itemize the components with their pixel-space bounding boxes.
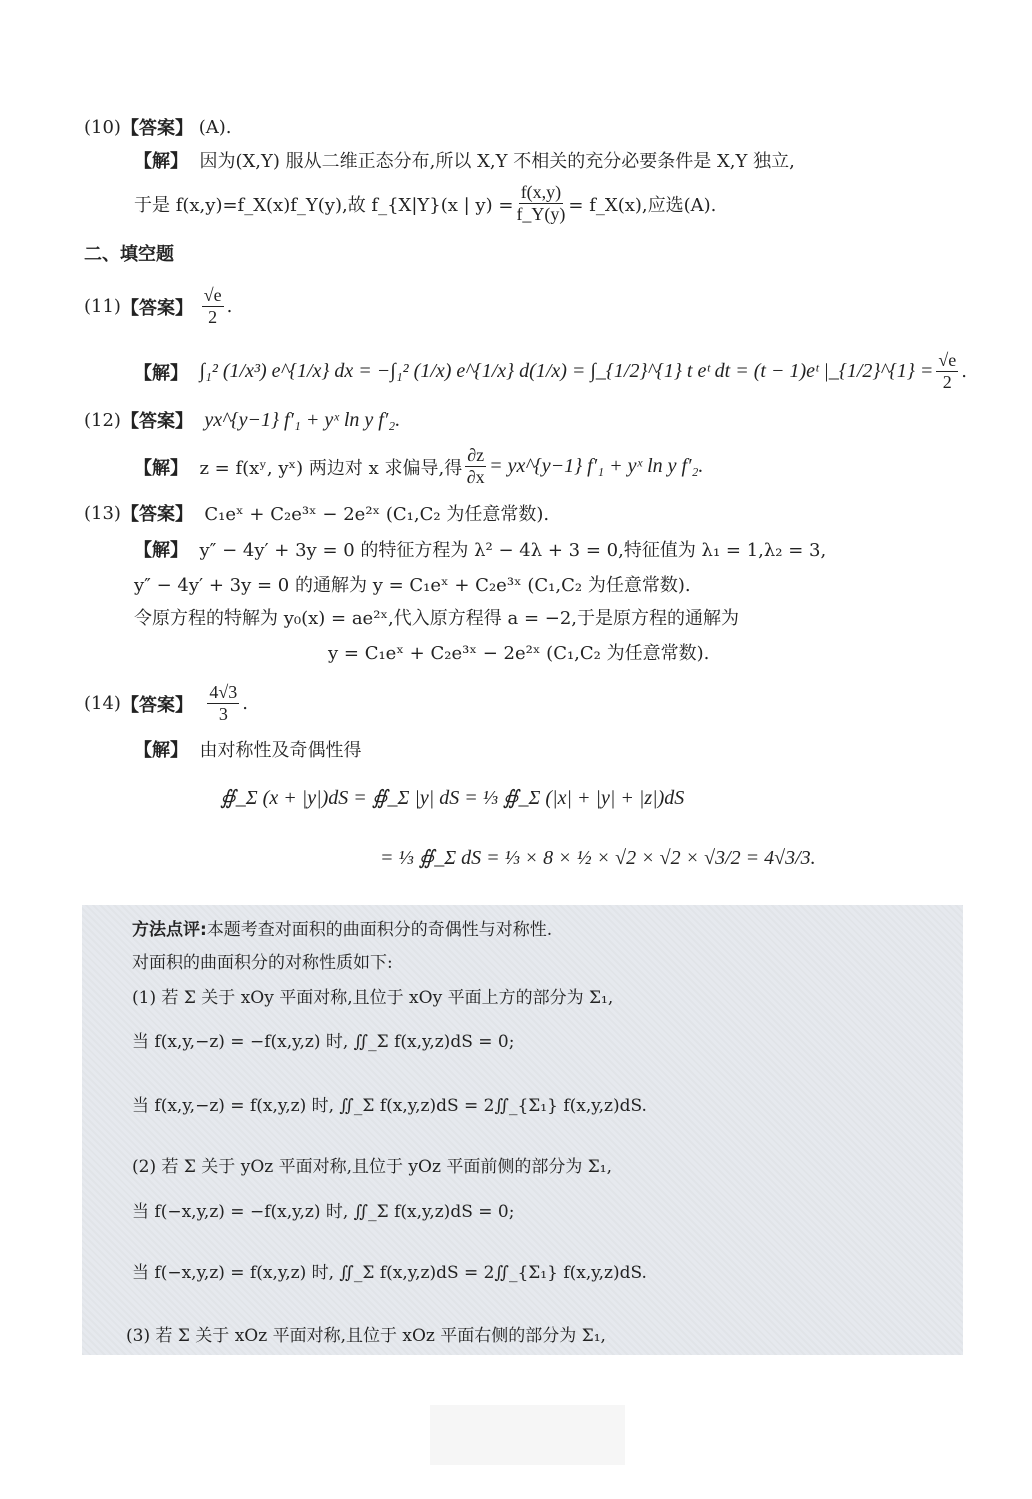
note-line: (3) 若 Σ 关于 xOz 平面对称,且位于 xOz 平面右侧的部分为 Σ₁,	[126, 1326, 606, 1346]
numerator: √e	[203, 285, 222, 305]
denominator: 3	[218, 704, 228, 724]
solution-tag: 【解】	[134, 151, 188, 172]
equation-line: ∯_Σ (x + |y|)dS = ∯_Σ |y| dS = ⅓ ∯_Σ (|x| + |y| + |z|)dS	[220, 787, 685, 809]
answer-tag: 【答案】	[120, 297, 193, 319]
question-number: (11)	[84, 296, 121, 317]
answer-tag: 【答案】	[120, 504, 193, 525]
question-number: (13)	[84, 502, 121, 524]
solution-tag: 【解】	[134, 457, 188, 479]
note-line: 当 f(−x,y,z) = f(x,y,z) 时, ∬_Σ f(x,y,z)dS = 2∬_{Σ₁} f(x,y,z)dS.	[132, 1263, 647, 1283]
section-heading: 二、填空题	[84, 244, 174, 265]
solution-text: 由对称性及奇偶性得	[199, 740, 362, 761]
denominator: f_Y(y)	[516, 204, 566, 224]
note-line: (2) 若 Σ 关于 yOz 平面对称,且位于 yOz 平面前侧的部分为 Σ₁,	[132, 1157, 612, 1177]
solution-text: y″ − 4y′ + 3y = 0 的特征方程为 λ² − 4λ + 3 = 0,特征值为 λ₁ = 1,λ₂ = 3,	[199, 540, 827, 561]
solution-line: 令原方程的特解为 y₀(x) = ae²ˣ,代入原方程得 a = −2,于是原方程的通解为	[134, 608, 740, 629]
solution-line: y″ − 4y′ + 3y = 0 的通解为 y = C₁eˣ + C₂e³ˣ (C₁,C₂ 为任意常数).	[134, 575, 691, 596]
note-line: 当 f(x,y,−z) = f(x,y,z) 时, ∬_Σ f(x,y,z)dS = 2∬_{Σ₁} f(x,y,z)dS.	[132, 1096, 647, 1116]
numerator: √e	[938, 350, 957, 370]
q13-answer	[84, 500, 549, 526]
denominator: 2	[208, 307, 218, 327]
q13-solution	[134, 536, 826, 562]
answer-tag: 【答案】	[120, 411, 193, 432]
note-line: 当 f(x,y,−z) = −f(x,y,z) 时, ∬_Σ f(x,y,z)dS = 0;	[132, 1032, 515, 1052]
solution-text: z = f(xʸ, yˣ) 两边对 x 求偏导,得	[199, 457, 463, 479]
page-footer-blank	[430, 1405, 625, 1465]
q10-solution-line2	[134, 182, 716, 225]
q11-solution: 【解】 ∫₁² (1/x³) e^{1/x} dx = −∫₁² (1/x) e^{1/x} d(1/x) = ∫_{1/2}^{1} t eᵗ dt = (t − 1)eᵗ |_{1/2}^{1} = $\frac{√e}{2}$ .	[134, 350, 967, 392]
solution-tag: 【解】	[134, 540, 188, 561]
method-note-box	[82, 905, 963, 1355]
q12-solution	[134, 445, 703, 488]
answer-text: yx^{y−1} f′₁ + yˣ ln y f′₂.	[204, 408, 401, 431]
note-line: 对面积的曲面积分的对称性质如下:	[132, 953, 393, 973]
solution-tag: 【解】	[134, 740, 188, 761]
fraction	[516, 182, 565, 225]
q11-answer: (11) 【答案】 $\frac{√e}{2}$ .	[84, 285, 233, 327]
equation-line: = ⅓ ∯_Σ dS = ⅓ × 8 × ½ × √2 × √2 × √3/2 = 4√3/3.	[380, 847, 816, 869]
denominator: ∂x	[466, 467, 485, 487]
note-text: 本题考查对面积的曲面积分的奇偶性与对称性.	[206, 920, 553, 940]
solution-tag: 【解】	[134, 362, 188, 384]
numerator: 4√3	[209, 682, 238, 702]
q14-solution	[134, 736, 361, 762]
answer-fraction	[207, 682, 239, 725]
note-line: (1) 若 Σ 关于 xOy 平面对称,且位于 xOy 平面上方的部分为 Σ₁,	[132, 988, 614, 1008]
solution-line: y = C₁eˣ + C₂e³ˣ − 2e²ˣ (C₁,C₂ 为任意常数).	[328, 643, 710, 664]
result-fraction	[936, 350, 958, 393]
answer-tag: 【答案】	[120, 694, 193, 716]
q10-solution	[134, 147, 795, 173]
solution-formula: = yx^{y−1} f′₁ + yˣ ln y f′₂.	[489, 455, 704, 477]
answer-text: (A).	[198, 116, 232, 138]
partial-derivative	[465, 445, 486, 488]
note-title: 方法点评:	[132, 920, 207, 940]
q12-answer	[84, 407, 400, 433]
q14-answer: (14) 【答案】 $\frac{4√3}{3}$ .	[84, 682, 249, 724]
solution-formula: ∫₁² (1/x³) e^{1/x} dx = −∫₁² (1/x) e^{1/x} d(1/x) = ∫_{1/2}^{1} t eᵗ dt = (t − 1)eᵗ |_{1/2}^{1} =	[199, 360, 934, 382]
answer-text: C₁eˣ + C₂e³ˣ − 2e²ˣ (C₁,C₂ 为任意常数).	[204, 504, 550, 525]
question-number: (12)	[84, 409, 121, 431]
question-number: (14)	[84, 693, 121, 714]
numerator: ∂z	[467, 445, 485, 465]
answer-fraction	[202, 285, 224, 328]
q10-answer	[84, 114, 231, 140]
solution-text: 于是 f(x,y)=f_X(x)f_Y(y),故 f_{X|Y}(x | y) =	[134, 194, 514, 216]
numerator: f(x,y)	[520, 182, 562, 202]
solution-text: = f_X(x),应选(A).	[568, 194, 717, 216]
note-line: 当 f(−x,y,z) = −f(x,y,z) 时, ∬_Σ f(x,y,z)dS = 0;	[132, 1202, 515, 1222]
question-number: (10)	[84, 116, 121, 138]
solution-text: 因为(X,Y) 服从二维正态分布,所以 X,Y 不相关的充分必要条件是 X,Y 独立,	[199, 151, 795, 172]
answer-tag: 【答案】	[120, 118, 193, 139]
denominator: 2	[942, 372, 952, 392]
